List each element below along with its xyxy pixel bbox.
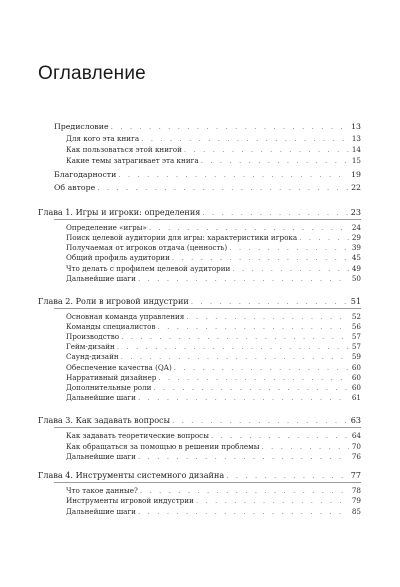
toc-page-number: 39 (351, 243, 361, 252)
toc-entry-label: Производство (66, 332, 120, 341)
toc-page-number: 79 (351, 496, 361, 505)
toc-subentry[interactable] (66, 452, 361, 461)
toc-entry-label: Гейм-дизайн (66, 342, 115, 351)
toc-page-number: 23 (350, 207, 361, 217)
chapter-title: Глава 1. Игры и игроки: определения (38, 207, 201, 217)
chapter-title: Глава 2. Роли в игровой индустрии (38, 296, 189, 306)
toc-page-number: 57 (351, 332, 361, 341)
toc-page-number: 14 (351, 145, 361, 154)
dot-leader (211, 432, 349, 440)
toc-subentry[interactable] (66, 373, 361, 382)
dot-leader (158, 374, 349, 382)
toc-page-number: 63 (350, 415, 361, 425)
toc-entry-label: Саунд-дизайн (66, 352, 119, 361)
chapter-divider (54, 219, 361, 220)
toc-subentry[interactable] (66, 507, 361, 516)
toc-entry-about[interactable] (54, 183, 361, 192)
chapter-title: Глава 4. Инструменты системного дизайна (38, 470, 225, 480)
toc-page-number: 76 (351, 452, 361, 461)
dot-leader (141, 135, 349, 143)
dot-leader (158, 323, 349, 331)
dot-leader (118, 171, 348, 179)
toc-page-number: 50 (351, 274, 361, 283)
toc-subentry[interactable] (66, 243, 361, 252)
chapter-title: Глава 3. Как задавать вопросы (38, 415, 171, 425)
toc-entry-label: Нарративный дизайнер (66, 373, 157, 382)
toc-entry-label: Благодарности (54, 170, 117, 179)
toc-subentry[interactable] (66, 393, 361, 402)
toc-page-number: 29 (351, 233, 361, 242)
toc-page-number: 60 (351, 373, 361, 382)
toc-page-number: 52 (351, 312, 361, 321)
toc-subentry[interactable] (66, 312, 361, 321)
toc-entry-label: Как пользоваться этой книгой (66, 145, 182, 154)
dot-leader (232, 265, 348, 273)
toc-page-number: 13 (351, 122, 361, 131)
toc-subentry[interactable] (66, 145, 361, 154)
dot-leader (201, 157, 349, 165)
dot-leader (140, 487, 349, 495)
toc-entry-label: Получаемая от игроков отдача (ценность) (66, 243, 228, 252)
toc-page-number: 24 (351, 223, 361, 232)
toc-subentry[interactable] (66, 352, 361, 361)
toc-subentry[interactable] (66, 233, 361, 242)
toc-page-number: 70 (351, 442, 361, 451)
dot-leader (299, 234, 349, 242)
dot-leader (121, 333, 349, 341)
toc-chapter-4[interactable] (38, 470, 361, 480)
toc-page-number: 45 (351, 253, 361, 262)
toc-entry-label: Поиск целевой аудитории для игры: характеристики игрока (66, 233, 298, 242)
toc-entry-label: Дополнительные роли (66, 383, 152, 392)
toc-subentry[interactable] (66, 496, 361, 505)
dot-leader (174, 364, 349, 372)
dot-leader (202, 209, 347, 217)
toc-entry-label: Что такое данные? (66, 486, 138, 495)
toc-page-number: 64 (351, 431, 361, 440)
dot-leader (186, 313, 348, 321)
toc-page-number: 61 (351, 393, 361, 402)
toc-entry-label: Дальнейшие шаги (66, 274, 136, 283)
toc-entry-label: Инструменты игровой индустрии (66, 496, 194, 505)
toc-subentry[interactable] (66, 322, 361, 331)
chapter-divider (54, 427, 361, 428)
dot-leader (229, 244, 349, 252)
toc-entry-label: Как обращаться за помощью в решении проблемы (66, 442, 260, 451)
dot-leader (172, 417, 348, 425)
toc-page-number: 85 (351, 507, 361, 516)
toc-page-number: 56 (351, 322, 361, 331)
toc-entry-label: Для кого эта книга (66, 134, 140, 143)
toc-subentry[interactable] (66, 134, 361, 143)
toc-page-number: 15 (351, 156, 361, 165)
toc-entry-label: Обеспечение качества (QA) (66, 363, 172, 372)
toc-subentry[interactable] (66, 342, 361, 351)
toc-subentry[interactable] (66, 332, 361, 341)
toc-chapter-2[interactable] (38, 296, 361, 306)
toc-page-number: 77 (350, 470, 361, 480)
dot-leader (138, 508, 349, 516)
dot-leader (117, 343, 349, 351)
dot-leader (226, 472, 348, 480)
dot-leader (196, 497, 349, 505)
dot-leader (191, 298, 348, 306)
toc-entry-label: Общий профиль аудитории (66, 253, 170, 262)
toc-subentry[interactable] (66, 363, 361, 372)
toc-entry-label: Команды специалистов (66, 322, 156, 331)
toc-page-number: 60 (351, 383, 361, 392)
toc-page-number: 78 (351, 486, 361, 495)
toc-chapter-1[interactable] (38, 207, 361, 217)
toc-page-number: 22 (351, 183, 361, 192)
toc-entry-label: Основная команда управления (66, 312, 185, 321)
dot-leader (138, 275, 349, 283)
toc-entry-label: Что делать с профилем целевой аудитории (66, 264, 231, 273)
toc-page-number: 19 (351, 170, 361, 179)
toc-subentry[interactable] (66, 156, 361, 165)
dot-leader (111, 123, 348, 131)
dot-leader (184, 146, 349, 154)
chapter-divider (54, 482, 361, 483)
toc-subentry[interactable] (66, 383, 361, 392)
toc-entry-label: Определение «игры» (66, 223, 147, 232)
toc-subentry[interactable] (66, 486, 361, 495)
toc-subentry[interactable] (66, 253, 361, 262)
dot-leader (172, 254, 349, 262)
toc-subentry[interactable] (66, 431, 361, 440)
toc-entry-label: Предисловие (54, 122, 109, 131)
dot-leader (121, 353, 349, 361)
toc-page-number: 60 (351, 363, 361, 372)
dot-leader (261, 443, 348, 451)
page-title: Оглавление (38, 63, 146, 84)
chapter-divider (54, 308, 361, 309)
toc-page-number: 59 (351, 352, 361, 361)
toc-entry-preface[interactable] (54, 122, 361, 131)
toc-subentry[interactable] (66, 274, 361, 283)
toc-entry-label: Какие темы затрагивает эта книга (66, 156, 199, 165)
toc-entry-label: Дальнейшие шаги (66, 507, 136, 516)
dot-leader (138, 453, 349, 461)
toc-subentry[interactable] (66, 442, 361, 451)
dot-leader (149, 224, 349, 232)
toc-entry-label: Об авторе (54, 183, 96, 192)
toc-subentry[interactable] (66, 223, 361, 232)
dot-leader (138, 394, 349, 402)
toc-chapter-3[interactable] (38, 415, 361, 425)
toc-entry-label: Дальнейшие шаги (66, 393, 136, 402)
toc-page-number: 13 (351, 134, 361, 143)
dot-leader (153, 384, 348, 392)
toc-entry-thanks[interactable] (54, 170, 361, 179)
toc-page-number: 51 (350, 296, 361, 306)
toc-page-number: 49 (351, 264, 361, 273)
toc-entry-label: Дальнейшие шаги (66, 452, 136, 461)
toc-subentry[interactable] (66, 264, 361, 273)
dot-leader (97, 184, 348, 192)
toc-page-number: 57 (351, 342, 361, 351)
toc-entry-label: Как задавать теоретические вопросы (66, 431, 209, 440)
